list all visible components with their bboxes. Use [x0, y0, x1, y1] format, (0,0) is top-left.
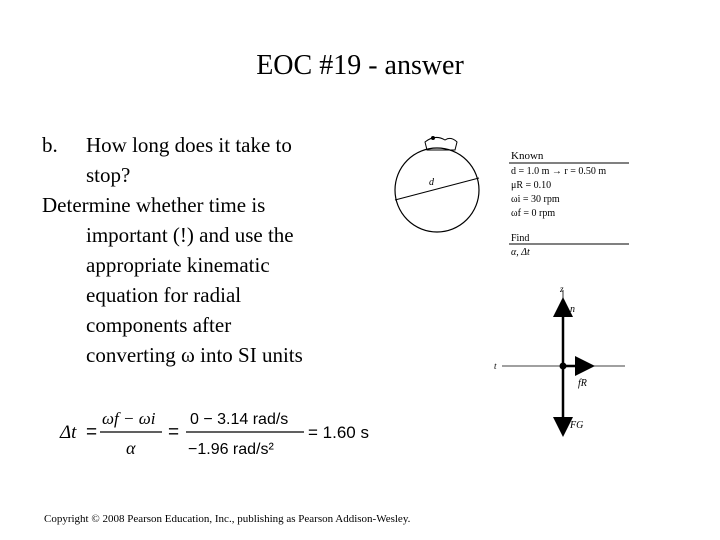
instruction-line-5: converting ω into SI units: [86, 343, 303, 367]
eq-equals-2: =: [168, 422, 180, 443]
find-items: α, Δt: [511, 247, 530, 258]
instruction-line-4: components after: [86, 313, 232, 337]
diameter-line: [395, 178, 479, 200]
gravity-force-label: FG: [570, 420, 584, 431]
question-text-1: How long does it take to: [86, 133, 292, 157]
normal-force-label: n: [570, 304, 575, 315]
eq-lhs: Δt: [60, 422, 77, 443]
copyright-notice: Copyright © 2008 Pearson Education, Inc., publishing as Pearson Addison-Wesley.: [44, 513, 411, 525]
object-marker-icon: [431, 136, 435, 140]
instruction-line-2: appropriate kinematic: [86, 253, 270, 277]
t-axis-label: t: [494, 361, 497, 371]
eq-equals-1: =: [86, 422, 98, 443]
known-item-1: μR = 0.10: [511, 180, 552, 191]
question-line: [42, 130, 352, 160]
question-text-2: stop?: [86, 163, 131, 187]
instruction-line-1: important (!) and use the: [86, 223, 294, 247]
eq-num-symbolic: ωf − ωi: [102, 409, 156, 428]
eq-den-numeric: −1.96 rad/s²: [188, 441, 274, 458]
eq-result: = 1.60 s: [308, 423, 369, 442]
known-header: Known: [511, 150, 544, 162]
known-item-2: ωi = 30 rpm: [511, 194, 560, 205]
free-body-diagram: [490, 280, 640, 445]
instruction-line-3: equation for radial: [86, 283, 242, 307]
rotating-disk: [395, 148, 479, 232]
known-item-3: ωf = 0 rpm: [511, 208, 556, 219]
page-title: EOC #19 - answer: [256, 50, 464, 81]
problem-figure: [385, 130, 635, 258]
eq-num-numeric: 0 − 3.14 rad/s: [190, 411, 289, 428]
question-label: b.: [42, 133, 58, 157]
diameter-label: d: [429, 177, 434, 188]
kinematic-equation: [58, 402, 388, 464]
particle-dot: [560, 363, 567, 370]
find-header: Find: [511, 233, 530, 244]
instruction-line-0: Determine whether time is: [42, 193, 266, 217]
known-item-0: d = 1.0 m → r = 0.50 m: [511, 166, 607, 177]
question-body: [42, 130, 352, 370]
z-axis-label: z: [560, 284, 564, 294]
eq-den-symbolic: α: [126, 438, 136, 458]
friction-force-label: fR: [578, 378, 587, 389]
